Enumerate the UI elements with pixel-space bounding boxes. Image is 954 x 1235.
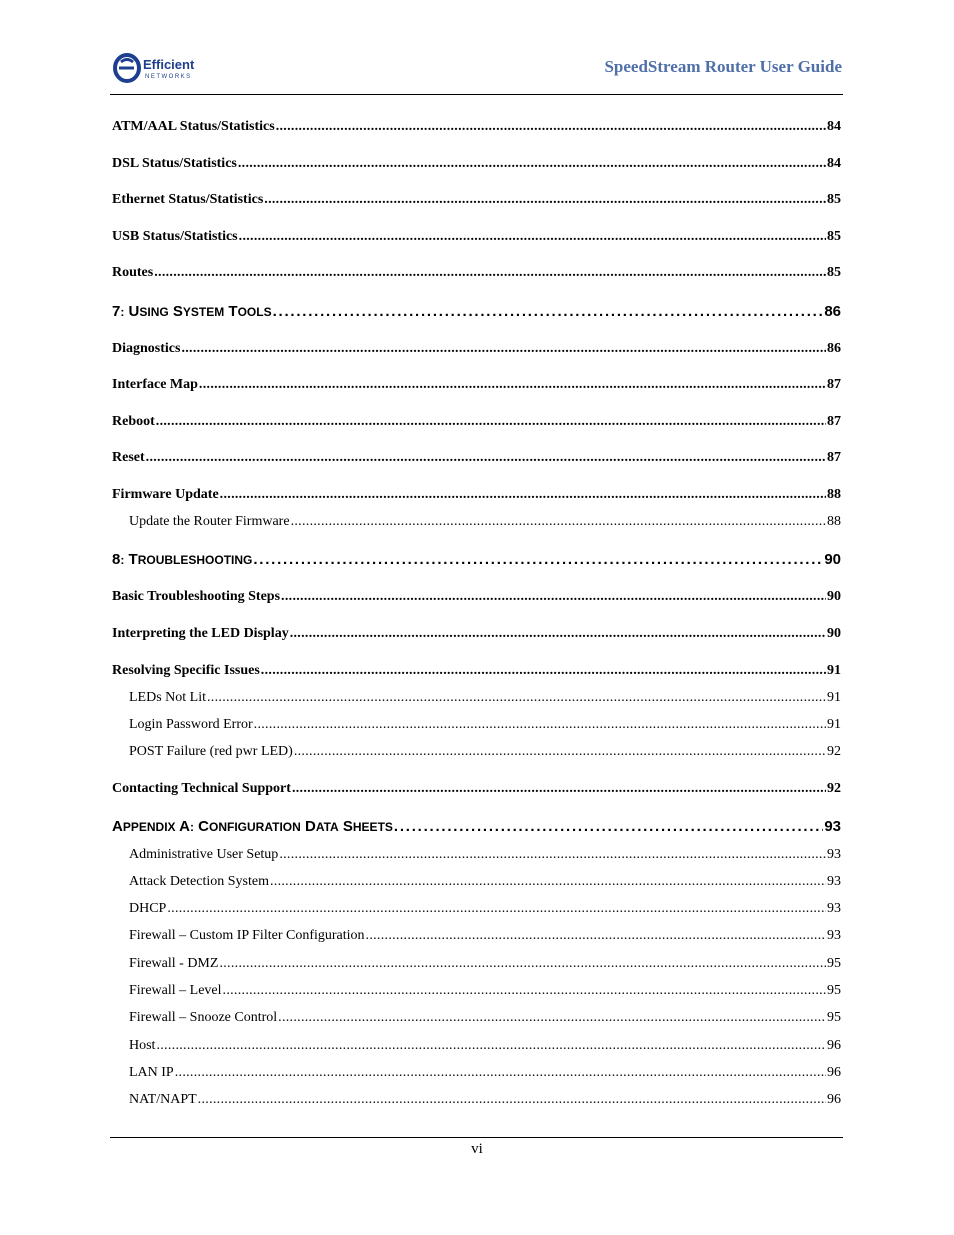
- toc-subentry[interactable]: [112, 956, 841, 972]
- toc-entry[interactable]: [112, 450, 841, 466]
- toc-subentry-page: 93: [827, 874, 841, 889]
- toc-entry-label: Firmware Update: [112, 487, 219, 502]
- toc-subentry-label: Firewall – Custom IP Filter Configuration: [129, 928, 365, 943]
- toc-subentry-label: Host: [129, 1038, 156, 1053]
- toc-entry-page: 84: [827, 156, 841, 171]
- toc-entry-label: Ethernet Status/Statistics: [112, 192, 264, 207]
- toc-entry-label: Diagnostics: [112, 341, 181, 356]
- toc-entry-page: 87: [827, 414, 841, 429]
- toc-entry[interactable]: [112, 156, 841, 172]
- toc-entry-page: 88: [827, 487, 841, 502]
- toc-entry-page: 87: [827, 377, 841, 392]
- toc-subentry[interactable]: [112, 901, 841, 917]
- toc-subentry-label: Administrative User Setup: [129, 847, 279, 862]
- toc-entry[interactable]: [112, 626, 841, 642]
- header-divider: [110, 94, 843, 95]
- toc-entry-page: 85: [827, 265, 841, 280]
- toc-chapter-page: 90: [824, 551, 841, 568]
- toc-subentry-label: LAN IP: [129, 1065, 174, 1080]
- toc-chapter[interactable]: [112, 818, 841, 835]
- toc-subentry-page: 92: [827, 744, 841, 759]
- toc-entry-label: Contacting Technical Support: [112, 781, 291, 796]
- toc-subentry-label: Firewall – Snooze Control: [129, 1010, 278, 1025]
- toc-entry[interactable]: [112, 781, 841, 797]
- toc-chapter-page: 93: [824, 818, 841, 835]
- toc-subentry[interactable]: [112, 1010, 841, 1026]
- toc-entry-label: Interface Map: [112, 377, 198, 392]
- toc-entry-page: 85: [827, 192, 841, 207]
- toc-subentry[interactable]: [112, 717, 841, 733]
- toc-entry[interactable]: [112, 414, 841, 430]
- toc-subentry-page: 91: [827, 717, 841, 732]
- toc-entry-label: Reset: [112, 450, 145, 465]
- toc-entry-page: 90: [827, 589, 841, 604]
- toc-subentry[interactable]: [112, 744, 841, 760]
- toc-entry[interactable]: [112, 487, 841, 503]
- toc-subentry[interactable]: [112, 1092, 841, 1108]
- page-number: vi: [471, 1141, 483, 1157]
- toc-subentry[interactable]: [112, 983, 841, 999]
- toc-entry[interactable]: [112, 229, 841, 245]
- toc-entry[interactable]: [112, 341, 841, 357]
- toc-subentry[interactable]: [112, 1065, 841, 1081]
- toc-entry-label: Basic Troubleshooting Steps: [112, 589, 281, 604]
- toc-chapter-label: 7: USING SYSTEM TOOLS: [112, 303, 272, 320]
- toc-entry-page: 92: [827, 781, 841, 796]
- toc-subentry[interactable]: [112, 690, 841, 706]
- toc-chapter-label: APPENDIX A: CONFIGURATION DATA SHEETS: [112, 818, 393, 835]
- toc-subentry-page: 96: [827, 1038, 841, 1053]
- toc-subentry[interactable]: [112, 514, 841, 530]
- toc-entry[interactable]: [112, 265, 841, 281]
- svg-text:NETWORKS: NETWORKS: [145, 74, 192, 80]
- toc-entry-page: 86: [827, 341, 841, 356]
- toc-subentry-page: 93: [827, 928, 841, 943]
- toc-entry-label: Interpreting the LED Display: [112, 626, 289, 641]
- toc-entry-page: 84: [827, 119, 841, 134]
- toc-subentry-label: LEDs Not Lit: [129, 690, 206, 705]
- toc-entry[interactable]: [112, 377, 841, 393]
- document-title: SpeedStream Router User Guide: [604, 57, 842, 76]
- toc-entry[interactable]: [112, 192, 841, 208]
- toc-chapter-page: 86: [824, 303, 841, 320]
- toc-entry[interactable]: [112, 589, 841, 605]
- toc-subentry-page: 93: [827, 901, 841, 916]
- footer-divider: [110, 1137, 843, 1138]
- toc-subentry-page: 96: [827, 1065, 841, 1080]
- toc-entry-label: Resolving Specific Issues: [112, 663, 260, 678]
- toc-entry[interactable]: [112, 663, 841, 679]
- toc-entry-label: Routes: [112, 265, 154, 280]
- toc-subentry-label: DHCP: [129, 901, 167, 916]
- toc-subentry-page: 95: [827, 1010, 841, 1025]
- toc-subentry-label: Update the Router Firmware: [129, 514, 290, 529]
- toc-subentry-page: 93: [827, 847, 841, 862]
- toc-subentry[interactable]: [112, 874, 841, 890]
- toc-entry-label: USB Status/Statistics: [112, 229, 238, 244]
- toc-subentry-page: 96: [827, 1092, 841, 1107]
- toc-entry-page: 90: [827, 626, 841, 641]
- toc-chapter-label: 8: TROUBLESHOOTING: [112, 551, 253, 568]
- toc-subentry-label: Firewall – Level: [129, 983, 222, 998]
- toc-subentry[interactable]: [112, 847, 841, 863]
- svg-text:Efficient: Efficient: [143, 57, 195, 72]
- toc-entry-label: DSL Status/Statistics: [112, 156, 237, 171]
- toc-entry[interactable]: [112, 119, 841, 135]
- toc-chapter[interactable]: [112, 303, 841, 320]
- toc-entry-label: Reboot: [112, 414, 155, 429]
- toc-subentry-label: Login Password Error: [129, 717, 253, 732]
- toc-subentry-page: 95: [827, 956, 841, 971]
- toc-entry-page: 91: [827, 663, 841, 678]
- toc-subentry-label: Attack Detection System: [129, 874, 269, 889]
- toc-entry-page: 85: [827, 229, 841, 244]
- toc-chapter[interactable]: [112, 551, 841, 568]
- toc-subentry-label: POST Failure (red pwr LED): [129, 744, 293, 759]
- toc-subentry[interactable]: [112, 928, 841, 944]
- toc-subentry-page: 88: [827, 514, 841, 529]
- toc-entry-page: 87: [827, 450, 841, 465]
- toc-subentry-page: 95: [827, 983, 841, 998]
- toc-subentry-label: Firewall - DMZ: [129, 956, 219, 971]
- toc-subentry-page: 91: [827, 690, 841, 705]
- toc-entry-label: ATM/AAL Status/Statistics: [112, 119, 275, 134]
- toc-subentry[interactable]: [112, 1038, 841, 1054]
- toc-subentry-label: NAT/NAPT: [129, 1092, 197, 1107]
- efficient-networks-logo: [113, 52, 213, 84]
